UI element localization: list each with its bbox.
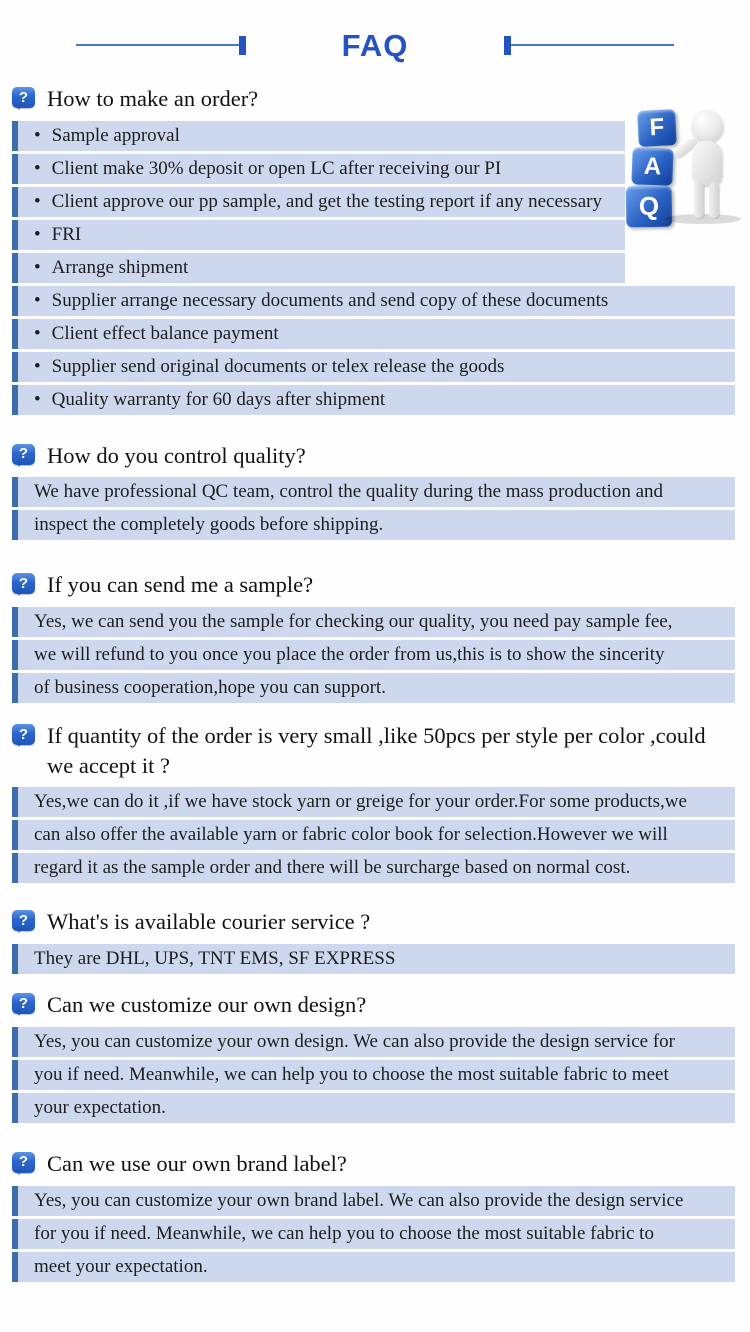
- list-item: [12, 352, 735, 382]
- answer-list: [12, 787, 750, 883]
- answer-line: Yes, you can customize your own design. We can also provide the design service for: [12, 1027, 735, 1057]
- question-text: What's is available courier service ?: [47, 909, 371, 935]
- list-item: [12, 187, 625, 217]
- bullet-icon: •: [34, 223, 41, 245]
- answer-line: inspect the completely goods before shipping.: [12, 510, 735, 540]
- answer-list: [12, 1186, 750, 1282]
- faq-section-courier-service: [0, 907, 750, 974]
- list-item-text: Supplier send original documents or telex release the goods: [51, 355, 505, 377]
- question-mark-icon: ?: [12, 444, 35, 465]
- question-text: If quantity of the order is very small ,like 50pcs per style per color ,could we accept it ?: [47, 723, 706, 778]
- answer-line: of business cooperation,hope you can support.: [12, 673, 735, 703]
- list-item: [12, 121, 625, 151]
- bullet-icon: •: [34, 388, 41, 410]
- list-item: [12, 154, 625, 184]
- list-item: [12, 319, 735, 349]
- question-heading: [12, 1149, 750, 1179]
- answer-list: [12, 607, 750, 703]
- bullet-icon: •: [34, 289, 41, 311]
- faq-section-brand-label: [0, 1149, 750, 1282]
- question-text: Can we customize our own design?: [47, 992, 367, 1018]
- answer-line: We have professional QC team, control the quality during the mass production and: [12, 477, 735, 507]
- answer-line: They are DHL, UPS, TNT EMS, SF EXPRESS: [12, 944, 735, 974]
- question-heading: [12, 84, 750, 114]
- answer-line: meet your expectation.: [12, 1252, 735, 1282]
- answer-line: Yes, you can customize your own brand label. We can also provide the design service: [12, 1186, 735, 1216]
- cube-letter-a: A: [631, 147, 673, 185]
- question-heading: [12, 570, 750, 600]
- bullet-icon: •: [34, 190, 41, 212]
- question-mark-icon: ?: [12, 1152, 35, 1173]
- bullet-icon: •: [34, 322, 41, 344]
- answer-line: you if need. Meanwhile, we can help you to choose the most suitable fabric to meet: [12, 1060, 735, 1090]
- question-text: How do you control quality?: [47, 442, 306, 468]
- list-item: [12, 286, 735, 316]
- list-item-text: Sample approval: [51, 124, 180, 146]
- question-text: If you can send me a sample?: [47, 572, 314, 598]
- answer-list: [12, 944, 750, 974]
- question-mark-icon: ?: [12, 993, 35, 1014]
- question-heading: [12, 441, 750, 471]
- answer-line: for you if need. Meanwhile, we can help you to choose the most suitable fabric to: [12, 1219, 735, 1249]
- bullet-list: [12, 121, 750, 415]
- list-item: [12, 385, 735, 415]
- faq-section-make-order: [0, 84, 750, 415]
- header-left-line: [76, 44, 239, 46]
- question-mark-icon: ?: [12, 573, 35, 594]
- faq-section-sample: [0, 570, 750, 703]
- question-text: How to make an order?: [47, 86, 259, 111]
- list-item-text: Arrange shipment: [51, 256, 189, 278]
- page-title: FAQ: [341, 27, 409, 63]
- header-left-cap: [239, 36, 246, 55]
- answer-list: [12, 477, 750, 540]
- answer-line: can also offer the available yarn or fabric color book for selection.However we will: [12, 820, 735, 850]
- answer-list: [12, 1027, 750, 1123]
- question-mark-icon: ?: [12, 910, 35, 931]
- question-heading: [12, 990, 750, 1020]
- faq-section-quality-control: [0, 441, 750, 541]
- list-item-text: Client effect balance payment: [51, 322, 279, 344]
- faq-section-small-quantity: [0, 721, 750, 883]
- list-item: [12, 220, 625, 250]
- question-heading: [12, 721, 750, 780]
- bullet-icon: •: [34, 124, 41, 146]
- faq-section-custom-design: [0, 990, 750, 1123]
- answer-line: Yes, we can send you the sample for checking our quality, you need pay sample fee,: [12, 607, 735, 637]
- question-mark-icon: ?: [12, 87, 35, 108]
- bullet-icon: •: [34, 256, 41, 278]
- answer-line: regard it as the sample order and there will be surcharge based on normal cost.: [12, 853, 735, 883]
- faq-header: [0, 26, 750, 64]
- list-item-text: FRI: [51, 223, 82, 245]
- list-item: [12, 253, 625, 283]
- header-right-line: [511, 44, 674, 46]
- header-right-cap: [504, 36, 511, 55]
- list-item-text: Supplier arrange necessary documents and send copy of these documents: [51, 289, 609, 311]
- answer-line: Yes,we can do it ,if we have stock yarn or greige for your order.For some products,we: [12, 787, 735, 817]
- list-item-text: Client approve our pp sample, and get the testing report if any necessary: [51, 190, 602, 212]
- question-mark-icon: ?: [12, 724, 35, 745]
- list-item-text: Client make 30% deposit or open LC after receiving our PI: [51, 157, 502, 179]
- bullet-icon: •: [34, 355, 41, 377]
- question-heading: [12, 907, 750, 937]
- cube-letter-q: Q: [626, 186, 673, 228]
- list-item-text: Quality warranty for 60 days after shipment: [51, 388, 386, 410]
- answer-line: we will refund to you once you place the order from us,this is to show the sincerity: [12, 640, 735, 670]
- cube-letter-f: F: [637, 109, 677, 147]
- bullet-icon: •: [34, 157, 41, 179]
- question-text: Can we use our own brand label?: [47, 1150, 347, 1176]
- answer-line: your expectation.: [12, 1093, 735, 1123]
